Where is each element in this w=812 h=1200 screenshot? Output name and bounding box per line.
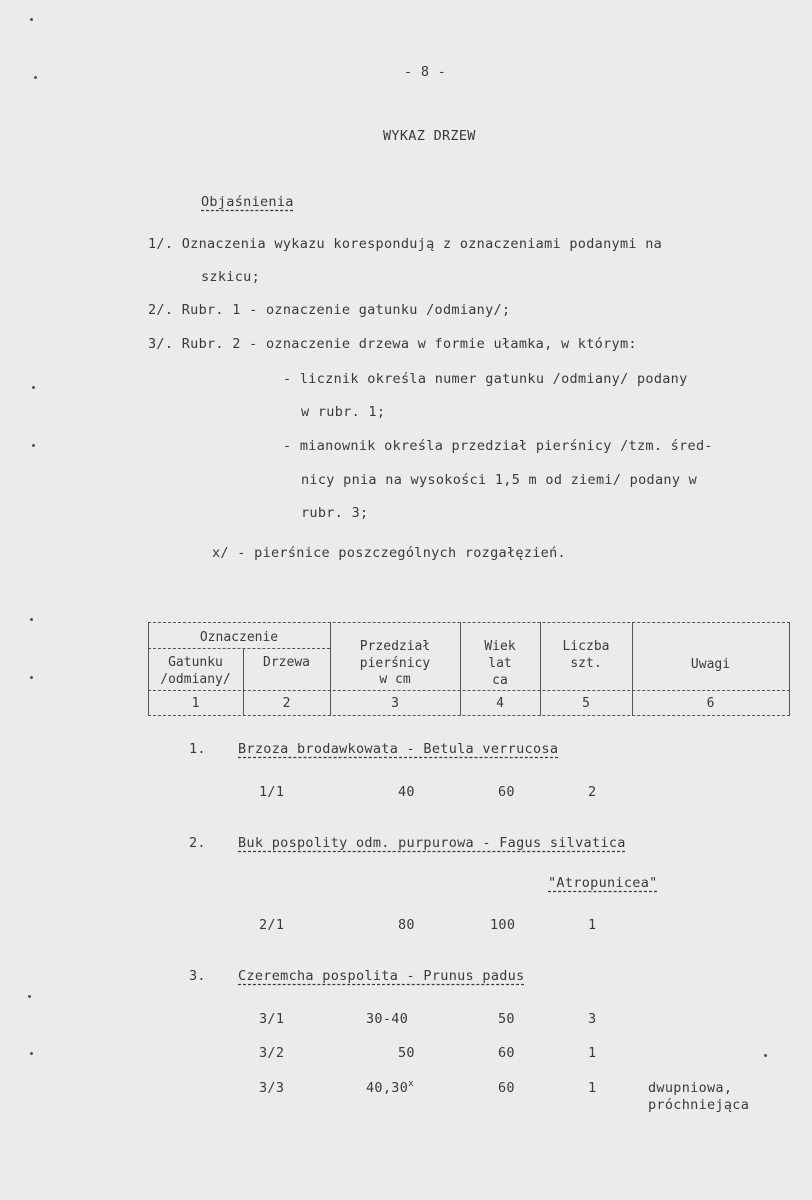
tree-age: 60 xyxy=(498,1080,515,1096)
tree-age: 100 xyxy=(490,917,516,933)
header-drzewa: Drzewa xyxy=(263,655,310,670)
column-number-6: 6 xyxy=(706,696,715,711)
column-number-5: 5 xyxy=(582,696,590,711)
margin-mark xyxy=(30,1052,33,1055)
margin-mark xyxy=(34,76,37,79)
species-number: 3. xyxy=(189,968,206,984)
species-cultivar-name: "Atropunicea" xyxy=(548,875,658,891)
note-3b-line-1: - mianownik określa przedział pierśnicy /tzm. śred- xyxy=(283,438,713,454)
species-name: Brzoza brodawkowata - Betula verrucosa xyxy=(238,741,559,757)
header-piersnicy: pierśnicy xyxy=(359,656,431,671)
note-x: x/ - pierśnice poszczególnych rozgałęzień. xyxy=(212,545,566,561)
note-1-line-1: 1/. Oznaczenia wykazu korespondują z oznaczeniami podanymi na xyxy=(148,236,663,252)
tree-age: 60 xyxy=(498,1045,515,1061)
tree-id: 3/1 xyxy=(259,1011,285,1027)
margin-mark xyxy=(30,618,33,621)
page-title: WYKAZ DRZEW xyxy=(383,128,476,144)
tree-diameter: 30-40 xyxy=(366,1011,409,1027)
tree-id: 3/3 xyxy=(259,1080,285,1096)
note-3a-line-1: - licznik określa numer gatunku /odmiany/ podany xyxy=(283,371,688,387)
tree-id: 3/2 xyxy=(259,1045,285,1061)
margin-mark xyxy=(32,386,35,389)
tree-age: 50 xyxy=(498,1011,515,1027)
margin-mark xyxy=(28,995,31,998)
column-number-1: 1 xyxy=(191,696,200,711)
note-3: 3/. Rubr. 2 - oznaczenie drzewa w formie ułamka, w którym: xyxy=(148,336,637,352)
header-w-cm: w cm xyxy=(379,672,411,687)
tree-count: 1 xyxy=(588,917,597,933)
margin-mark xyxy=(30,18,33,21)
margin-mark xyxy=(32,444,35,447)
tree-note-line-2: próchniejąca xyxy=(648,1097,750,1113)
explanations-heading: Objaśnienia xyxy=(201,194,294,210)
tree-age: 60 xyxy=(498,784,515,800)
header-uwagi: Uwagi xyxy=(690,657,731,672)
column-number-2: 2 xyxy=(282,696,291,711)
header-ca: ca xyxy=(492,673,508,688)
footnote-mark: x xyxy=(408,1079,414,1089)
tree-diameter: 40 xyxy=(398,784,415,800)
header-przedzial: Przedział xyxy=(359,639,431,654)
header-gatunku: Gatunku xyxy=(168,655,223,670)
tree-diameter: 50 xyxy=(398,1045,415,1061)
header-liczba: Liczba xyxy=(562,639,610,654)
note-3b-line-2: nicy pnia na wysokości 1,5 m od ziemi/ podany w xyxy=(301,472,698,488)
header-oznaczenie: Oznaczenie xyxy=(199,630,279,645)
header-gatunku-odmiany: /odmiany/ xyxy=(160,672,231,687)
tree-note: dwupniowa, xyxy=(648,1080,733,1096)
note-3a-line-2: w rubr. 1; xyxy=(301,404,386,420)
tree-count: 1 xyxy=(588,1045,597,1061)
tree-diameter-value: 40,30 xyxy=(366,1080,409,1096)
header-lat: lat xyxy=(488,656,512,671)
note-3b-line-3: rubr. 3; xyxy=(301,505,369,521)
tree-table-header xyxy=(148,622,790,716)
tree-diameter xyxy=(366,1080,414,1096)
tree-count: 2 xyxy=(588,784,597,800)
tree-diameter: 80 xyxy=(398,917,415,933)
tree-count: 3 xyxy=(588,1011,597,1027)
tree-id: 2/1 xyxy=(259,917,285,933)
species-number: 2. xyxy=(189,835,206,851)
tree-id: 1/1 xyxy=(259,784,285,800)
note-2: 2/. Rubr. 1 - oznaczenie gatunku /odmiany/; xyxy=(148,302,511,318)
note-1-line-2: szkicu; xyxy=(201,269,260,285)
tree-count: 1 xyxy=(588,1080,597,1096)
column-number-4: 4 xyxy=(496,696,504,711)
species-name: Buk pospolity odm. purpurowa - Fagus silvatica xyxy=(238,835,626,851)
species-number: 1. xyxy=(189,741,206,757)
column-number-3: 3 xyxy=(391,696,399,711)
margin-mark xyxy=(30,676,33,679)
page-number: - 8 - xyxy=(404,64,447,80)
header-wiek: Wiek xyxy=(484,639,516,654)
header-szt: szt. xyxy=(570,656,602,671)
margin-mark xyxy=(764,1054,767,1057)
species-name: Czeremcha pospolita - Prunus padus xyxy=(238,968,525,984)
